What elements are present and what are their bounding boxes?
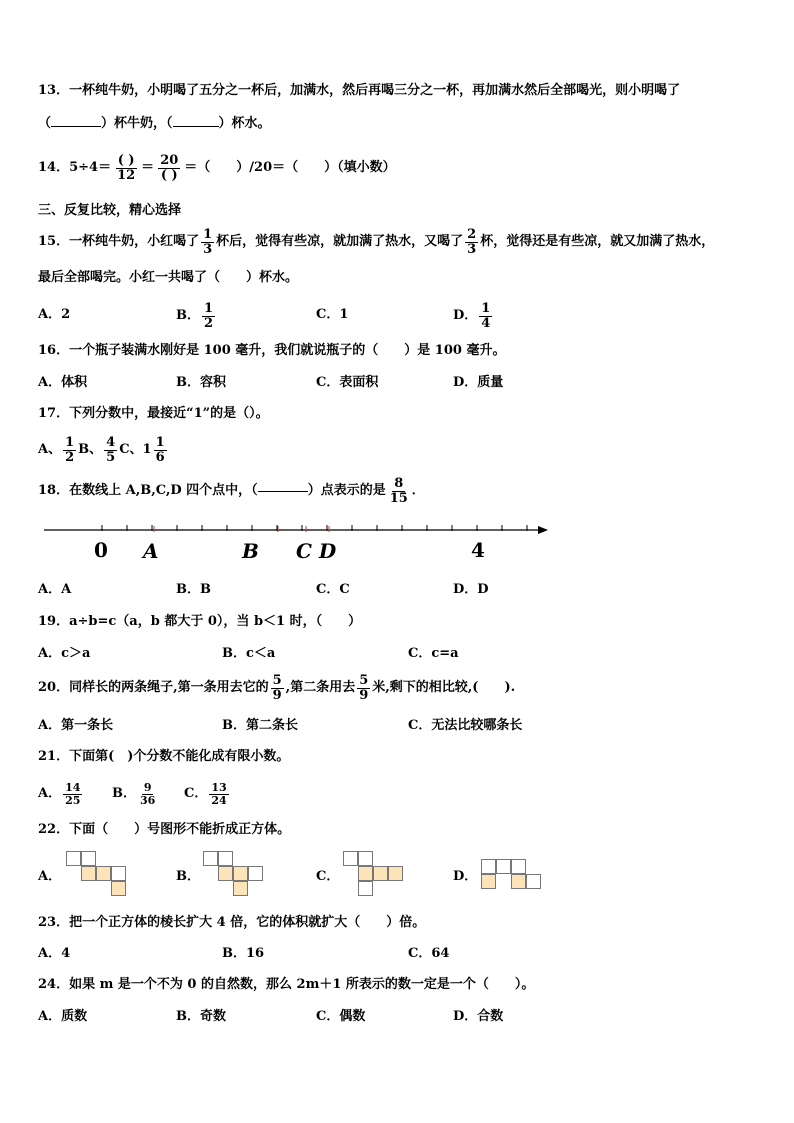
q17-text: 17．下列分数中，最接近“1”的是（）。 (38, 406, 269, 421)
option-label: B． (176, 308, 200, 323)
q16-text: 16．一个瓶子装满水刚好是 100 毫升，我们就说瓶子的（ ）是 100 毫升。 (38, 343, 506, 358)
q18-option-d[interactable]: D．D (453, 582, 489, 597)
fraction-numerator: 9 (143, 780, 152, 794)
number-line-label-cd: C D (296, 539, 337, 563)
fraction-denominator: 15 (389, 490, 408, 506)
q23-option-a[interactable]: A．4 (38, 946, 71, 961)
q18-line (38, 473, 425, 509)
fraction-denominator: 9 (272, 687, 282, 703)
q18-text-2: ）点表示的是 (307, 483, 386, 498)
fraction-denominator: 12 (117, 167, 136, 183)
q15-option-d-fraction (479, 302, 492, 331)
fraction-numerator: 8 (394, 475, 404, 491)
fraction-denominator: 9 (359, 687, 369, 703)
q20-option-a[interactable]: A．第一条长 (38, 718, 114, 733)
number-line-label-4: 4 (471, 538, 485, 562)
q22-option-c[interactable]: C． (316, 869, 340, 884)
q21-option-c-fraction (209, 782, 228, 807)
q19-text: 19．a÷b=c（a，b 都大于 0），当 b＜1 时，（ ） (38, 614, 362, 629)
q17-option-b-label[interactable]: B、 (78, 442, 103, 457)
q15-line1 (38, 224, 714, 260)
q22-option-d[interactable]: D． (453, 869, 478, 884)
q20-text-3: 米,剩下的相比较,( ). (372, 680, 516, 695)
q16-option-d[interactable]: D．质量 (453, 375, 504, 390)
q13-line2 (38, 116, 271, 132)
fraction-numerator: 5 (359, 672, 369, 688)
q17-option-c-fraction (154, 436, 167, 465)
answer-blank[interactable] (51, 126, 101, 127)
fraction-denominator: 24 (211, 793, 227, 807)
q16-option-c[interactable]: C．表面积 (316, 375, 379, 390)
q24-text: 24．如果 m 是一个不为 0 的自然数，那么 2m＋1 所表示的数一定是一个（ ）。 (38, 977, 535, 992)
q18-text-3: ． (411, 483, 425, 498)
fraction-denominator: 2 (65, 449, 75, 465)
option-label: C． (184, 786, 208, 801)
q15-text-2: 杯后，觉得有些凉，就加满了热水，又喝了 (216, 234, 464, 249)
q14-prefix: 14．5÷4＝ (38, 160, 112, 175)
q13-line1: 13．一杯纯牛奶，小明喝了五分之一杯后，加满水，然后再喝三分之一杯，再加满水然后全部喝光，则小明喝了 (38, 83, 681, 98)
q15-option-b[interactable] (176, 298, 217, 334)
q15-text-3: 杯，觉得还是有些凉，就又加满了热水， (480, 234, 715, 249)
q16-option-b[interactable]: B．容积 (176, 375, 226, 390)
option-label: A． (38, 786, 62, 801)
q15-fraction-1 (201, 228, 214, 257)
fraction-numerator: 1 (65, 434, 75, 450)
q13-text-c: ）杯水。 (218, 116, 271, 131)
q17-option-a-label[interactable]: A、 (38, 442, 62, 457)
q15-option-a[interactable]: A．2 (38, 307, 71, 322)
q19-option-c[interactable]: C．c=a (408, 646, 459, 661)
q23-option-c[interactable]: C．64 (408, 946, 450, 961)
number-line-ticks (102, 525, 527, 532)
q23-option-b[interactable]: B．16 (222, 946, 265, 961)
q18-text-1: 18．在数线上 A,B,C,D 四个点中，（ (38, 483, 258, 498)
number-line-label-0: 0 (94, 538, 108, 562)
q22-option-a[interactable]: A． (38, 869, 62, 884)
q20-option-b[interactable]: B．第二条长 (222, 718, 298, 733)
fraction-denominator: 3 (467, 241, 477, 257)
q17-option-b-fraction (104, 436, 117, 465)
fraction-denominator: 25 (65, 793, 81, 807)
q21-text: 21．下面第( )个分数不能化成有限小数。 (38, 749, 290, 764)
answer-blank[interactable] (258, 491, 308, 492)
q21-option-b[interactable] (112, 776, 159, 812)
q17-options (38, 432, 169, 468)
fraction-numerator: 14 (65, 780, 81, 794)
fraction-numerator: ( ) (117, 152, 135, 168)
q15-option-c[interactable]: C．1 (316, 307, 349, 322)
q16-option-a[interactable]: A．体积 (38, 375, 88, 390)
q20-fraction-1 (271, 674, 284, 703)
q21-option-b-fraction (138, 782, 157, 807)
q14-fraction-2 (158, 154, 180, 183)
fraction-numerator: 2 (467, 226, 477, 242)
q20-option-c[interactable]: C．无法比较哪条长 (408, 718, 523, 733)
option-label: D． (453, 308, 478, 323)
q14-equals: ＝ (141, 160, 155, 175)
q15-option-d[interactable] (453, 298, 494, 334)
q20-text-2: ,第二条用去 (285, 680, 356, 695)
q21-option-c[interactable] (184, 776, 231, 812)
q22-option-b[interactable]: B． (176, 869, 200, 884)
q22-text: 22．下面（ ）号图形不能折成正方体。 (38, 822, 291, 837)
section-heading: 三、反复比较，精心选择 (38, 203, 182, 218)
fraction-numerator: 1 (203, 226, 213, 242)
q14-fraction-1 (115, 154, 137, 183)
q14-rest: ＝（ ）/20＝（ ）（填小数） (184, 160, 396, 175)
fraction-numerator: 4 (106, 434, 116, 450)
q24-option-b[interactable]: B．奇数 (176, 1009, 226, 1024)
fraction-denominator: 4 (481, 315, 491, 331)
q20-fraction-2 (357, 674, 370, 703)
q19-option-b[interactable]: B．c＜a (222, 646, 276, 661)
q13-text-a: （ (38, 116, 52, 131)
fraction-denominator: ( ) (160, 167, 178, 183)
fraction-denominator: 5 (106, 449, 116, 465)
fraction-numerator: 13 (211, 780, 227, 794)
q14-line (38, 148, 396, 188)
q24-option-c[interactable]: C．偶数 (316, 1009, 366, 1024)
q19-option-a[interactable]: A．c＞a (38, 646, 91, 661)
q18-fraction (388, 477, 410, 506)
q18-option-b[interactable]: B．B (176, 582, 211, 597)
fraction-numerator: 20 (160, 152, 179, 168)
fraction-denominator: 6 (155, 449, 165, 465)
answer-blank[interactable] (173, 126, 219, 127)
q15-fraction-2 (465, 228, 478, 257)
q15-line2: 最后全部喝完。小红一共喝了（ ）杯水。 (38, 270, 299, 285)
q23-text: 23．把一个正方体的棱长扩大 4 倍，它的体积就扩大（ ）倍。 (38, 915, 426, 930)
number-line-label-a: A (143, 539, 159, 563)
q17-option-c-label[interactable]: C、1 (119, 442, 152, 457)
q21-option-a-fraction (63, 782, 82, 807)
arrow-icon (538, 526, 548, 534)
q15-option-b-fraction (202, 302, 215, 331)
fraction-numerator: 5 (272, 672, 282, 688)
q18-option-c[interactable]: C．C (316, 582, 350, 597)
q20-line (38, 670, 515, 706)
q13-text-b: ）杯牛奶，（ (101, 116, 173, 131)
number-line-label-b: B (242, 539, 259, 563)
option-label: B． (112, 786, 136, 801)
fraction-denominator: 36 (140, 793, 156, 807)
q21-option-a[interactable] (38, 776, 84, 812)
fraction-numerator: 1 (155, 434, 165, 450)
q17-option-a-fraction (63, 436, 76, 465)
fraction-numerator: 1 (204, 300, 214, 316)
q24-option-a[interactable]: A．质数 (38, 1009, 88, 1024)
fraction-denominator: 2 (204, 315, 214, 331)
number-line (44, 520, 550, 540)
q20-text-1: 20．同样长的两条绳子,第一条用去它的 (38, 680, 269, 695)
q15-text-1: 15．一杯纯牛奶，小红喝了 (38, 234, 200, 249)
fraction-numerator: 1 (481, 300, 491, 316)
q18-option-a[interactable]: A．A (38, 582, 72, 597)
fraction-denominator: 3 (203, 241, 213, 257)
q24-option-d[interactable]: D．合数 (453, 1009, 504, 1024)
